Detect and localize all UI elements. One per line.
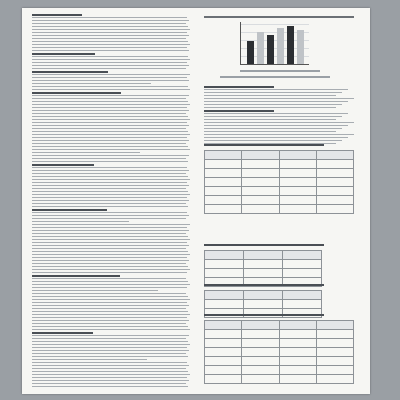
text-line bbox=[32, 224, 190, 225]
text-line bbox=[32, 182, 187, 183]
text-line bbox=[204, 116, 342, 117]
text-line bbox=[32, 374, 190, 375]
table-cell bbox=[316, 160, 353, 169]
table-cell bbox=[283, 309, 322, 318]
table-row bbox=[205, 366, 354, 375]
text-line bbox=[32, 296, 188, 297]
text-line bbox=[32, 116, 188, 117]
text-line bbox=[204, 104, 342, 105]
text-line bbox=[32, 278, 186, 279]
document-page bbox=[22, 8, 370, 394]
text-line bbox=[32, 356, 188, 357]
table-header-cell bbox=[283, 251, 322, 260]
table-cell bbox=[205, 375, 242, 384]
text-line bbox=[32, 212, 187, 213]
text-line bbox=[204, 89, 348, 90]
table-cell bbox=[316, 366, 353, 375]
text-line bbox=[32, 227, 187, 228]
text-line bbox=[32, 134, 190, 135]
table-cell bbox=[279, 205, 316, 214]
table-cell bbox=[244, 260, 283, 269]
section-heading bbox=[204, 86, 274, 88]
table-cell bbox=[205, 178, 242, 187]
table-cell bbox=[242, 348, 279, 357]
text-line bbox=[204, 131, 336, 132]
text-line bbox=[32, 257, 187, 258]
text-line bbox=[32, 80, 189, 81]
text-line bbox=[32, 68, 186, 69]
text-line bbox=[32, 152, 140, 153]
text-line bbox=[32, 158, 186, 159]
section-heading bbox=[32, 209, 107, 211]
text-line bbox=[32, 260, 189, 261]
text-line bbox=[32, 218, 186, 219]
text-line bbox=[32, 62, 187, 63]
table-cell bbox=[205, 339, 242, 348]
text-line bbox=[32, 167, 187, 168]
table-cell bbox=[242, 187, 279, 196]
table-header-cell bbox=[244, 291, 283, 300]
text-line bbox=[32, 200, 189, 201]
table-cell bbox=[283, 300, 322, 309]
text-line bbox=[32, 47, 187, 48]
table-header-cell bbox=[244, 251, 283, 260]
text-line bbox=[32, 251, 188, 252]
text-line bbox=[32, 188, 186, 189]
table-cell bbox=[242, 357, 279, 366]
text-line bbox=[32, 299, 190, 300]
text-line bbox=[32, 350, 189, 351]
chart-bar bbox=[277, 28, 284, 64]
table-cell bbox=[242, 366, 279, 375]
text-line bbox=[32, 170, 189, 171]
table-row bbox=[205, 330, 354, 339]
text-line bbox=[204, 128, 342, 129]
text-line bbox=[32, 119, 190, 120]
table-row bbox=[205, 269, 322, 278]
text-line bbox=[32, 50, 189, 51]
text-line bbox=[32, 305, 189, 306]
table-cell bbox=[242, 178, 279, 187]
text-line bbox=[32, 35, 189, 36]
table-row bbox=[205, 160, 354, 169]
table-header-cell bbox=[242, 321, 279, 330]
table-row bbox=[205, 375, 354, 384]
text-line bbox=[32, 23, 186, 24]
table-row bbox=[205, 309, 322, 318]
table-cell bbox=[279, 375, 316, 384]
left-column bbox=[32, 14, 192, 388]
text-line bbox=[32, 326, 188, 327]
text-line bbox=[32, 86, 188, 87]
text-line bbox=[32, 377, 187, 378]
text-line bbox=[32, 104, 190, 105]
text-line bbox=[32, 140, 189, 141]
text-line bbox=[204, 119, 336, 120]
text-line bbox=[32, 131, 188, 132]
text-line bbox=[32, 245, 189, 246]
text-line bbox=[32, 173, 186, 174]
text-line bbox=[32, 113, 186, 114]
text-line bbox=[32, 344, 190, 345]
table-title bbox=[204, 314, 324, 316]
table-header-cell bbox=[316, 151, 353, 160]
text-line bbox=[32, 110, 189, 111]
text-line bbox=[204, 137, 348, 138]
table-cell bbox=[242, 205, 279, 214]
text-line bbox=[32, 239, 190, 240]
chart-bar bbox=[257, 32, 264, 64]
table-cell bbox=[242, 339, 279, 348]
table-row bbox=[205, 357, 354, 366]
table-cell bbox=[205, 348, 242, 357]
table-title bbox=[204, 284, 324, 286]
text-line bbox=[32, 95, 189, 96]
text-line bbox=[32, 365, 189, 366]
table-cell bbox=[283, 269, 322, 278]
table-header-cell bbox=[279, 151, 316, 160]
text-line bbox=[204, 140, 342, 141]
table-cell bbox=[279, 169, 316, 178]
table-cell bbox=[244, 269, 283, 278]
text-line bbox=[32, 59, 190, 60]
section-heading bbox=[32, 332, 93, 334]
table-row bbox=[205, 348, 354, 357]
text-line bbox=[32, 65, 189, 66]
text-line bbox=[32, 179, 190, 180]
section-heading bbox=[32, 275, 120, 277]
table-header-cell bbox=[279, 321, 316, 330]
text-line bbox=[32, 311, 188, 312]
text-line bbox=[32, 191, 188, 192]
text-line bbox=[32, 149, 190, 150]
table-row bbox=[205, 300, 322, 309]
chart-caption bbox=[204, 16, 354, 18]
text-line bbox=[32, 77, 187, 78]
table-header-cell bbox=[205, 151, 242, 160]
text-line bbox=[32, 329, 190, 330]
text-line bbox=[32, 83, 151, 84]
table-row bbox=[205, 178, 354, 187]
data-table bbox=[204, 250, 322, 287]
text-line bbox=[32, 197, 187, 198]
text-line bbox=[32, 74, 190, 75]
text-line bbox=[32, 320, 189, 321]
text-line bbox=[32, 38, 186, 39]
section-heading bbox=[32, 14, 82, 16]
table-cell bbox=[242, 330, 279, 339]
table-cell bbox=[316, 330, 353, 339]
text-line bbox=[32, 26, 188, 27]
text-line bbox=[32, 293, 186, 294]
table-cell bbox=[244, 300, 283, 309]
text-line bbox=[32, 386, 188, 387]
table-cell bbox=[205, 169, 242, 178]
text-line bbox=[32, 122, 187, 123]
text-line bbox=[32, 185, 189, 186]
text-line bbox=[32, 380, 189, 381]
table-cell bbox=[316, 357, 353, 366]
text-line bbox=[32, 176, 188, 177]
right-column bbox=[204, 14, 362, 388]
text-line bbox=[32, 17, 187, 18]
text-line bbox=[32, 383, 186, 384]
text-line bbox=[32, 314, 190, 315]
table-row bbox=[205, 339, 354, 348]
table-row bbox=[205, 260, 322, 269]
table-row bbox=[205, 169, 354, 178]
table-cell bbox=[242, 169, 279, 178]
table-cell bbox=[279, 330, 316, 339]
table-cell bbox=[205, 309, 244, 318]
table-title bbox=[204, 244, 324, 246]
text-line bbox=[32, 347, 187, 348]
table-cell bbox=[279, 339, 316, 348]
text-line bbox=[32, 323, 186, 324]
table-header-cell bbox=[242, 151, 279, 160]
text-line bbox=[32, 20, 189, 21]
text-line bbox=[32, 56, 188, 57]
text-line bbox=[32, 32, 187, 33]
section-heading bbox=[32, 71, 108, 73]
table-cell bbox=[279, 366, 316, 375]
table-cell bbox=[279, 348, 316, 357]
text-line bbox=[32, 272, 187, 273]
text-line bbox=[32, 41, 188, 42]
text-line bbox=[32, 44, 190, 45]
text-line bbox=[32, 335, 189, 336]
text-line bbox=[32, 248, 186, 249]
text-line bbox=[32, 263, 186, 264]
text-line bbox=[32, 221, 129, 222]
table-cell bbox=[316, 205, 353, 214]
table-cell bbox=[205, 300, 244, 309]
text-line bbox=[32, 215, 189, 216]
text-line bbox=[32, 290, 158, 291]
text-line bbox=[32, 161, 188, 162]
text-line bbox=[32, 236, 188, 237]
text-line bbox=[32, 308, 186, 309]
table-cell bbox=[242, 160, 279, 169]
data-table bbox=[204, 320, 354, 384]
table-header-cell bbox=[205, 291, 244, 300]
section-heading bbox=[32, 164, 94, 166]
table-cell bbox=[242, 375, 279, 384]
section-heading bbox=[32, 53, 95, 55]
text-line bbox=[32, 341, 188, 342]
table-cell bbox=[205, 269, 244, 278]
chart-bar bbox=[267, 35, 274, 64]
table-cell bbox=[316, 339, 353, 348]
text-line bbox=[32, 89, 190, 90]
text-line bbox=[32, 143, 186, 144]
text-line bbox=[32, 371, 188, 372]
chart-bar bbox=[297, 30, 304, 64]
table-cell bbox=[244, 309, 283, 318]
text-line bbox=[32, 137, 187, 138]
text-line bbox=[32, 338, 186, 339]
text-line bbox=[32, 194, 190, 195]
text-line bbox=[32, 269, 190, 270]
table-cell bbox=[316, 348, 353, 357]
text-line bbox=[32, 368, 186, 369]
text-line bbox=[204, 134, 354, 135]
text-line bbox=[32, 128, 186, 129]
text-line bbox=[32, 266, 188, 267]
table-cell bbox=[279, 178, 316, 187]
text-line bbox=[32, 362, 187, 363]
chart-axis-label bbox=[240, 70, 320, 72]
table-cell bbox=[205, 160, 242, 169]
text-line bbox=[204, 113, 348, 114]
table-header-cell bbox=[316, 321, 353, 330]
bar-chart bbox=[240, 22, 309, 65]
table-row bbox=[205, 205, 354, 214]
text-line bbox=[32, 242, 187, 243]
table-cell bbox=[205, 330, 242, 339]
text-line bbox=[204, 125, 348, 126]
table-header-cell bbox=[205, 321, 242, 330]
table-row bbox=[205, 196, 354, 205]
table-cell bbox=[205, 196, 242, 205]
text-line bbox=[32, 29, 190, 30]
table-cell bbox=[205, 205, 242, 214]
table-title bbox=[204, 144, 324, 146]
table-cell bbox=[316, 375, 353, 384]
chart-bar bbox=[247, 41, 254, 64]
table-cell bbox=[316, 187, 353, 196]
text-line bbox=[32, 203, 186, 204]
table-cell bbox=[279, 196, 316, 205]
text-line bbox=[204, 107, 336, 108]
text-line bbox=[204, 98, 354, 99]
text-line bbox=[204, 92, 342, 93]
table-cell bbox=[242, 196, 279, 205]
text-line bbox=[32, 353, 186, 354]
table-cell bbox=[279, 357, 316, 366]
text-line bbox=[32, 233, 186, 234]
text-line bbox=[32, 302, 187, 303]
table-cell bbox=[205, 260, 244, 269]
text-line bbox=[32, 284, 190, 285]
text-line bbox=[204, 122, 354, 123]
text-line bbox=[32, 206, 188, 207]
text-line bbox=[32, 101, 188, 102]
text-line bbox=[32, 230, 189, 231]
table-cell bbox=[279, 187, 316, 196]
table-cell bbox=[283, 260, 322, 269]
table-cell bbox=[316, 178, 353, 187]
text-line bbox=[32, 359, 147, 360]
text-line bbox=[204, 101, 348, 102]
table-header-cell bbox=[283, 291, 322, 300]
table-row bbox=[205, 187, 354, 196]
text-line bbox=[204, 95, 336, 96]
table-cell bbox=[205, 366, 242, 375]
text-line bbox=[32, 281, 188, 282]
table-cell bbox=[205, 357, 242, 366]
section-heading bbox=[32, 92, 121, 94]
chart-bar bbox=[287, 26, 294, 64]
text-line bbox=[32, 155, 189, 156]
text-line bbox=[32, 317, 187, 318]
chart-footnote bbox=[220, 76, 330, 78]
text-line bbox=[32, 107, 187, 108]
text-line bbox=[32, 146, 188, 147]
data-table bbox=[204, 150, 354, 214]
table-header-cell bbox=[205, 251, 244, 260]
table-cell bbox=[279, 160, 316, 169]
section-heading bbox=[204, 110, 274, 112]
table-cell bbox=[316, 169, 353, 178]
text-line bbox=[32, 287, 187, 288]
text-line bbox=[32, 98, 186, 99]
text-line bbox=[32, 125, 189, 126]
table-cell bbox=[316, 196, 353, 205]
text-line bbox=[32, 254, 190, 255]
table-cell bbox=[205, 187, 242, 196]
